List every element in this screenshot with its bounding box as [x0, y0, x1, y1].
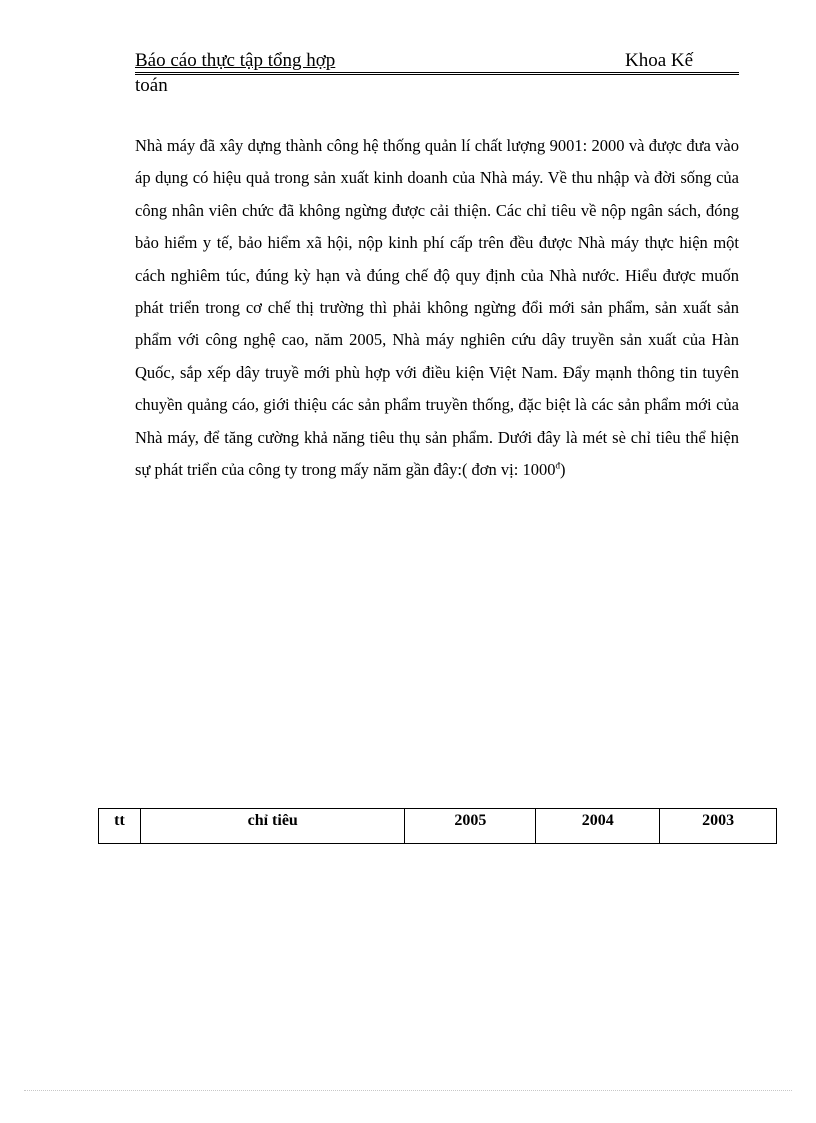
header-title-right: Khoa Kế [625, 50, 694, 71]
header-cell-2005: 2005 [405, 809, 536, 844]
table-header-row [99, 809, 777, 844]
paragraph-text: Nhà máy đã xây dựng thành công hệ thống quản lí chất lượng 9001: 2000 và được đưa vào áp dụng có hiệu quả trong sản xuất kinh doanh của Nhà máy. Về thu nhập và đời sống của công nhân viên chức đã không ngừng được cải thiện. Các chỉ tiêu về nộp ngân sách, đóng bảo hiểm y tế, bảo hiểm xã hội, nộp kinh phí cấp trên đều được Nhà máy thực hiện một cách nghiêm túc, đúng kỳ hạn và đúng chế độ quy định của Nhà nước. Hiểu được muốn phát triển trong cơ chế thị trường thì phải không ngừng đổi mới sản phẩm, sản xuất sản phẩm với công nghệ cao, năm 2005, Nhà máy nghiên cứu dây truyền sản xuất của Hàn Quốc, sắp xếp dây truyề mới phù hợp với điều kiện Việt Nam. Đẩy mạnh thông tin tuyên chuyền quảng cáo, giới thiệu các sản phẩm truyền thống, đặc biệt là các sản phẩm mới của Nhà máy, để tăng cường khả năng tiêu thụ sản phẩm. Dưới đây là mét sè chỉ tiêu thể hiện sự phát triển của công ty trong mấy năm gần đây:( đơn vị: 1000 [135, 136, 739, 480]
currency-unit-symbol: đ [555, 460, 560, 471]
paragraph-closing: ) [559, 460, 566, 480]
header-cell-2004: 2004 [536, 809, 660, 844]
indicators-table [98, 808, 777, 844]
header-cell-2003: 2003 [660, 809, 777, 844]
header-cell-tt: tt [99, 809, 141, 844]
header-cell-indicator: chỉ tiêu [140, 809, 405, 844]
body-paragraph [135, 130, 739, 486]
header-row [135, 50, 739, 75]
header-title-wrap: toán [135, 75, 168, 96]
page-header [135, 50, 739, 97]
page-bottom-divider [24, 1090, 792, 1091]
header-title-left: Báo cáo thực tập tổng hợp [135, 50, 336, 71]
